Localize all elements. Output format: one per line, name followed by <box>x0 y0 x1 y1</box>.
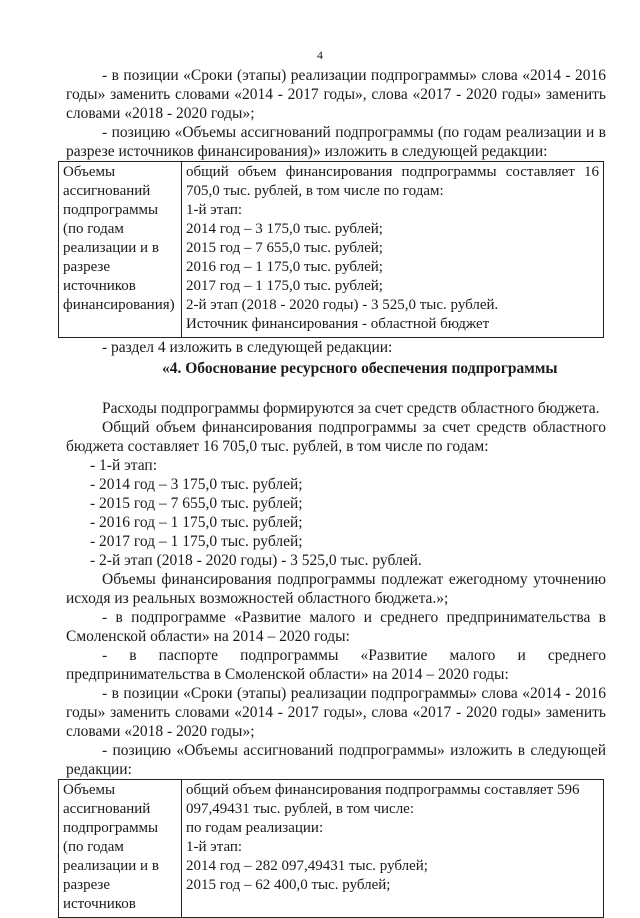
paragraph-allocation-position: - позицию «Объемы ассигнований подпрограммы (по годам реализации и в разрезе источников финансирования)» изложить в следующей редакции: <box>66 124 606 160</box>
table-1-line: 2-й этап (2018 - 2020 годы) - 3 525,0 тыс. рублей. <box>186 297 499 313</box>
allocation-table-1-label: Объемы ассигнований подпрограммы (по годам реализации и в разрезе источников финансирования) <box>59 162 182 338</box>
table-1-line: 2014 год – 3 175,0 тыс. рублей; <box>186 221 383 237</box>
page-number: 4 <box>317 48 323 62</box>
list-item: - 2017 год – 1 175,0 тыс. рублей; <box>90 533 303 550</box>
table-2-line: общий объем финансирования подпрограммы составляет 596 097,49431 тыс. рублей, в том числе: <box>186 782 580 817</box>
list-item: - 2016 год – 1 175,0 тыс. рублей; <box>90 514 303 531</box>
paragraph-subprogram-sme: - в подпрограмме «Развитие малого и среднего предпринимательства в Смоленской области» на 2014 – 2020 годы: <box>66 609 606 645</box>
list-item: - 2014 год – 3 175,0 тыс. рублей; <box>90 476 303 493</box>
table-2-line: 2015 год – 62 400,0 тыс. рублей; <box>186 877 391 893</box>
list-item: - 2-й этап (2018 - 2020 годы) - 3 525,0 тыс. рублей. <box>90 552 422 569</box>
paragraph-term-change-2: - в позиции «Сроки (этапы) реализации подпрограммы» слова «2014 - 2016 годы» заменить словами «2014 - 2017 годы», слова «2017 - 2020 годы» заменить словами «2018 - 2020 годы»; <box>66 685 606 740</box>
table-1-line: общий объем финансирования подпрограммы составляет 16 705,0 тыс. рублей, в том числе по годам: <box>186 164 599 199</box>
table-1-line: 1-й этап: <box>186 202 243 218</box>
allocation-table-2-label: Объемы ассигнований подпрограммы (по годам реализации и в разрезе источников <box>59 780 182 918</box>
table-1-line: 2015 год – 7 655,0 тыс. рублей; <box>186 240 383 256</box>
table-1-line: 2016 год – 1 175,0 тыс. рублей; <box>186 259 383 275</box>
paragraph-annual-adjustment: Объемы финансирования подпрограммы подлежат ежегодному уточнению исходя из реальных возможностей областного бюджета.»; <box>66 571 606 607</box>
list-item: - 2015 год – 7 655,0 тыс. рублей; <box>90 495 303 512</box>
allocation-table-2 <box>58 779 604 918</box>
paragraph-total-volume: Общий объем финансирования подпрограммы за счет средств областного бюджета составляет 16 705,0 тыс. рублей, в том числе по годам: <box>66 419 606 455</box>
paragraph-allocation-position-2: - позицию «Объемы ассигнований подпрограммы» изложить в следующей редакции: <box>66 742 606 778</box>
table-2-line: по годам реализации: <box>186 820 324 836</box>
allocation-table-1-value <box>182 162 604 338</box>
table-1-line: 2017 год – 1 175,0 тыс. рублей; <box>186 278 383 294</box>
paragraph-term-change: - в позиции «Сроки (этапы) реализации подпрограммы» слова «2014 - 2016 годы» заменить словами «2014 - 2017 годы», слова «2017 - 2020 годы» заменить словами «2018 - 2020 годы»; <box>66 67 606 122</box>
table-2-line: 1-й этап: <box>186 839 243 855</box>
allocation-table-2-value <box>182 780 604 918</box>
paragraph-section-4: - раздел 4 изложить в следующей редакции: <box>102 339 393 356</box>
table-2-line: 2014 год – 282 097,49431 тыс. рублей; <box>186 858 428 874</box>
table-1-line: Источник финансирования - областной бюджет <box>186 316 490 332</box>
allocation-table-1 <box>58 161 604 338</box>
document-body <box>63 66 606 918</box>
list-item: - 1-й этап: <box>90 457 158 474</box>
paragraph-expenses: Расходы подпрограммы формируются за счет средств областного бюджета. <box>102 400 600 417</box>
paragraph-passport: - в паспорте подпрограммы «Развитие малого и среднего предпринимательства в Смоленской области» на 2014 – 2020 годы: <box>66 647 606 683</box>
section-heading: «4. Обоснование ресурсного обеспечения подпрограммы <box>162 360 558 377</box>
